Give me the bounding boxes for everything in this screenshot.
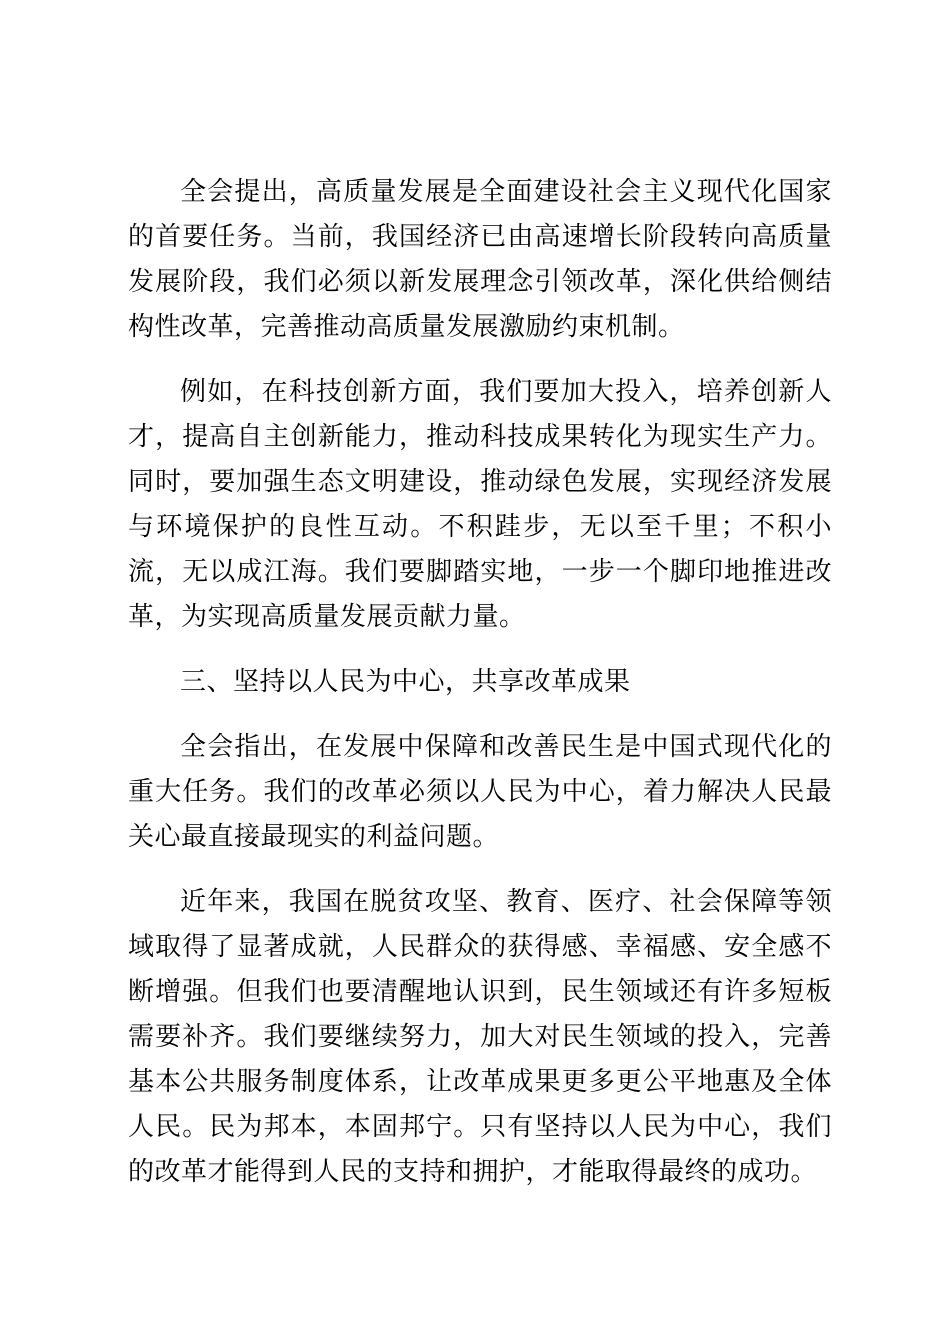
- document-body: [128, 170, 832, 1215]
- paragraph-high-quality-development: 全会提出，高质量发展是全面建设社会主义现代化国家的首要任务。当前，我国经济已由高速增长阶段转向高质量发展阶段，我们必须以新发展理念引领改革，深化供给侧结构性改革，完善推动高质量发展激励约束机制。: [128, 177, 832, 342]
- paragraph-livelihood-task: 全会指出，在发展中保障和改善民生是中国式现代化的重大任务。我们的改革必须以人民为中心，着力解决人民最关心最直接最现实的利益问题。: [128, 732, 832, 852]
- paragraph-technology-innovation: 例如，在科技创新方面，我们要加大投入，培养创新人才，提高自主创新能力，推动科技成果转化为现实生产力。同时，要加强生态文明建设，推动绿色发展，实现经济发展与环境保护的良性互动。不积跬步，无以至千里；不积小流，无以成江海。我们要脚踏实地，一步一个脚印地推进改革，为实现高质量发展贡献力量。: [128, 377, 832, 632]
- paragraph-recent-achievements: 近年来，我国在脱贫攻坚、教育、医疗、社会保障等领域取得了显著成就，人民群众的获得感、幸福感、安全感不断增强。但我们也要清醒地认识到，民生领域还有许多短板需要补齐。我们要继续努力，加大对民生领域的投入，完善基本公共服务制度体系，让改革成果更多更公平地惠及全体人民。民为邦本，本固邦宁。只有坚持以人民为中心，我们的改革才能得到人民的支持和拥护，才能取得最终的成功。: [128, 887, 832, 1187]
- section-heading-people-centered: 三、坚持以人民为中心，共享改革成果: [180, 667, 631, 697]
